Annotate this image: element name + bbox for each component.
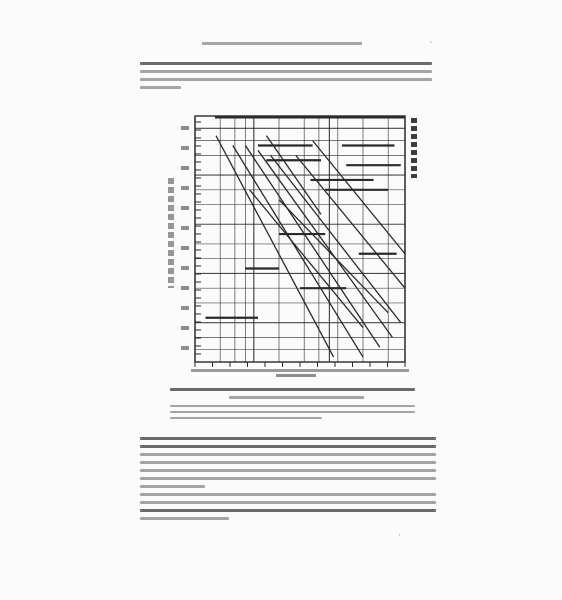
text-line: [140, 78, 432, 81]
chart-diagonal-line: [279, 200, 388, 313]
running-head: [202, 42, 362, 45]
chart-diagonal-line: [233, 146, 363, 358]
y-tick-label: [181, 146, 189, 150]
x-axis-label: [276, 374, 316, 377]
figure-chart: [165, 112, 417, 382]
text-line: [140, 509, 436, 512]
y-tick-label: [181, 166, 189, 170]
page-header: [140, 37, 432, 48]
y-tick-label: [181, 186, 189, 190]
text-line: [140, 485, 205, 488]
chart-svg: [165, 112, 417, 382]
header-mark: ,: [430, 37, 432, 44]
text-line: [140, 477, 436, 480]
caption-line: [170, 388, 415, 391]
footnote-line: [170, 411, 415, 413]
y-tick-label: [181, 266, 189, 270]
y-tick-label: [181, 126, 189, 130]
x-tick-labels: [191, 369, 409, 372]
text-line: [140, 469, 436, 472]
body-paragraph: [140, 437, 436, 525]
chart-diagonal-line: [216, 136, 334, 357]
text-line: [140, 445, 436, 448]
text-line: [140, 453, 436, 456]
footnote-line: [170, 405, 415, 407]
text-line: [140, 517, 229, 520]
text-line: [140, 70, 432, 73]
y-tick-label: [181, 226, 189, 230]
y-tick-label: [181, 326, 189, 330]
figure-caption: [170, 388, 415, 404]
y-tick-label: [181, 206, 189, 210]
y-tick-label: [181, 246, 189, 250]
caption-line: [229, 396, 364, 399]
footnote-line: [170, 417, 322, 419]
chart-diagonal-line: [313, 141, 405, 254]
text-line: [140, 62, 432, 65]
text-line: [140, 437, 436, 440]
intro-paragraph: [140, 62, 432, 94]
text-line: [140, 461, 436, 464]
chart-frame: [195, 116, 405, 362]
y-tick-label: [181, 306, 189, 310]
y-tick-label: [181, 346, 189, 350]
figure-footnotes: [170, 405, 415, 423]
folio-mark: ': [399, 534, 401, 541]
text-line: [140, 493, 436, 496]
text-line: [140, 86, 181, 89]
text-line: [140, 501, 436, 504]
y-tick-label: [181, 286, 189, 290]
